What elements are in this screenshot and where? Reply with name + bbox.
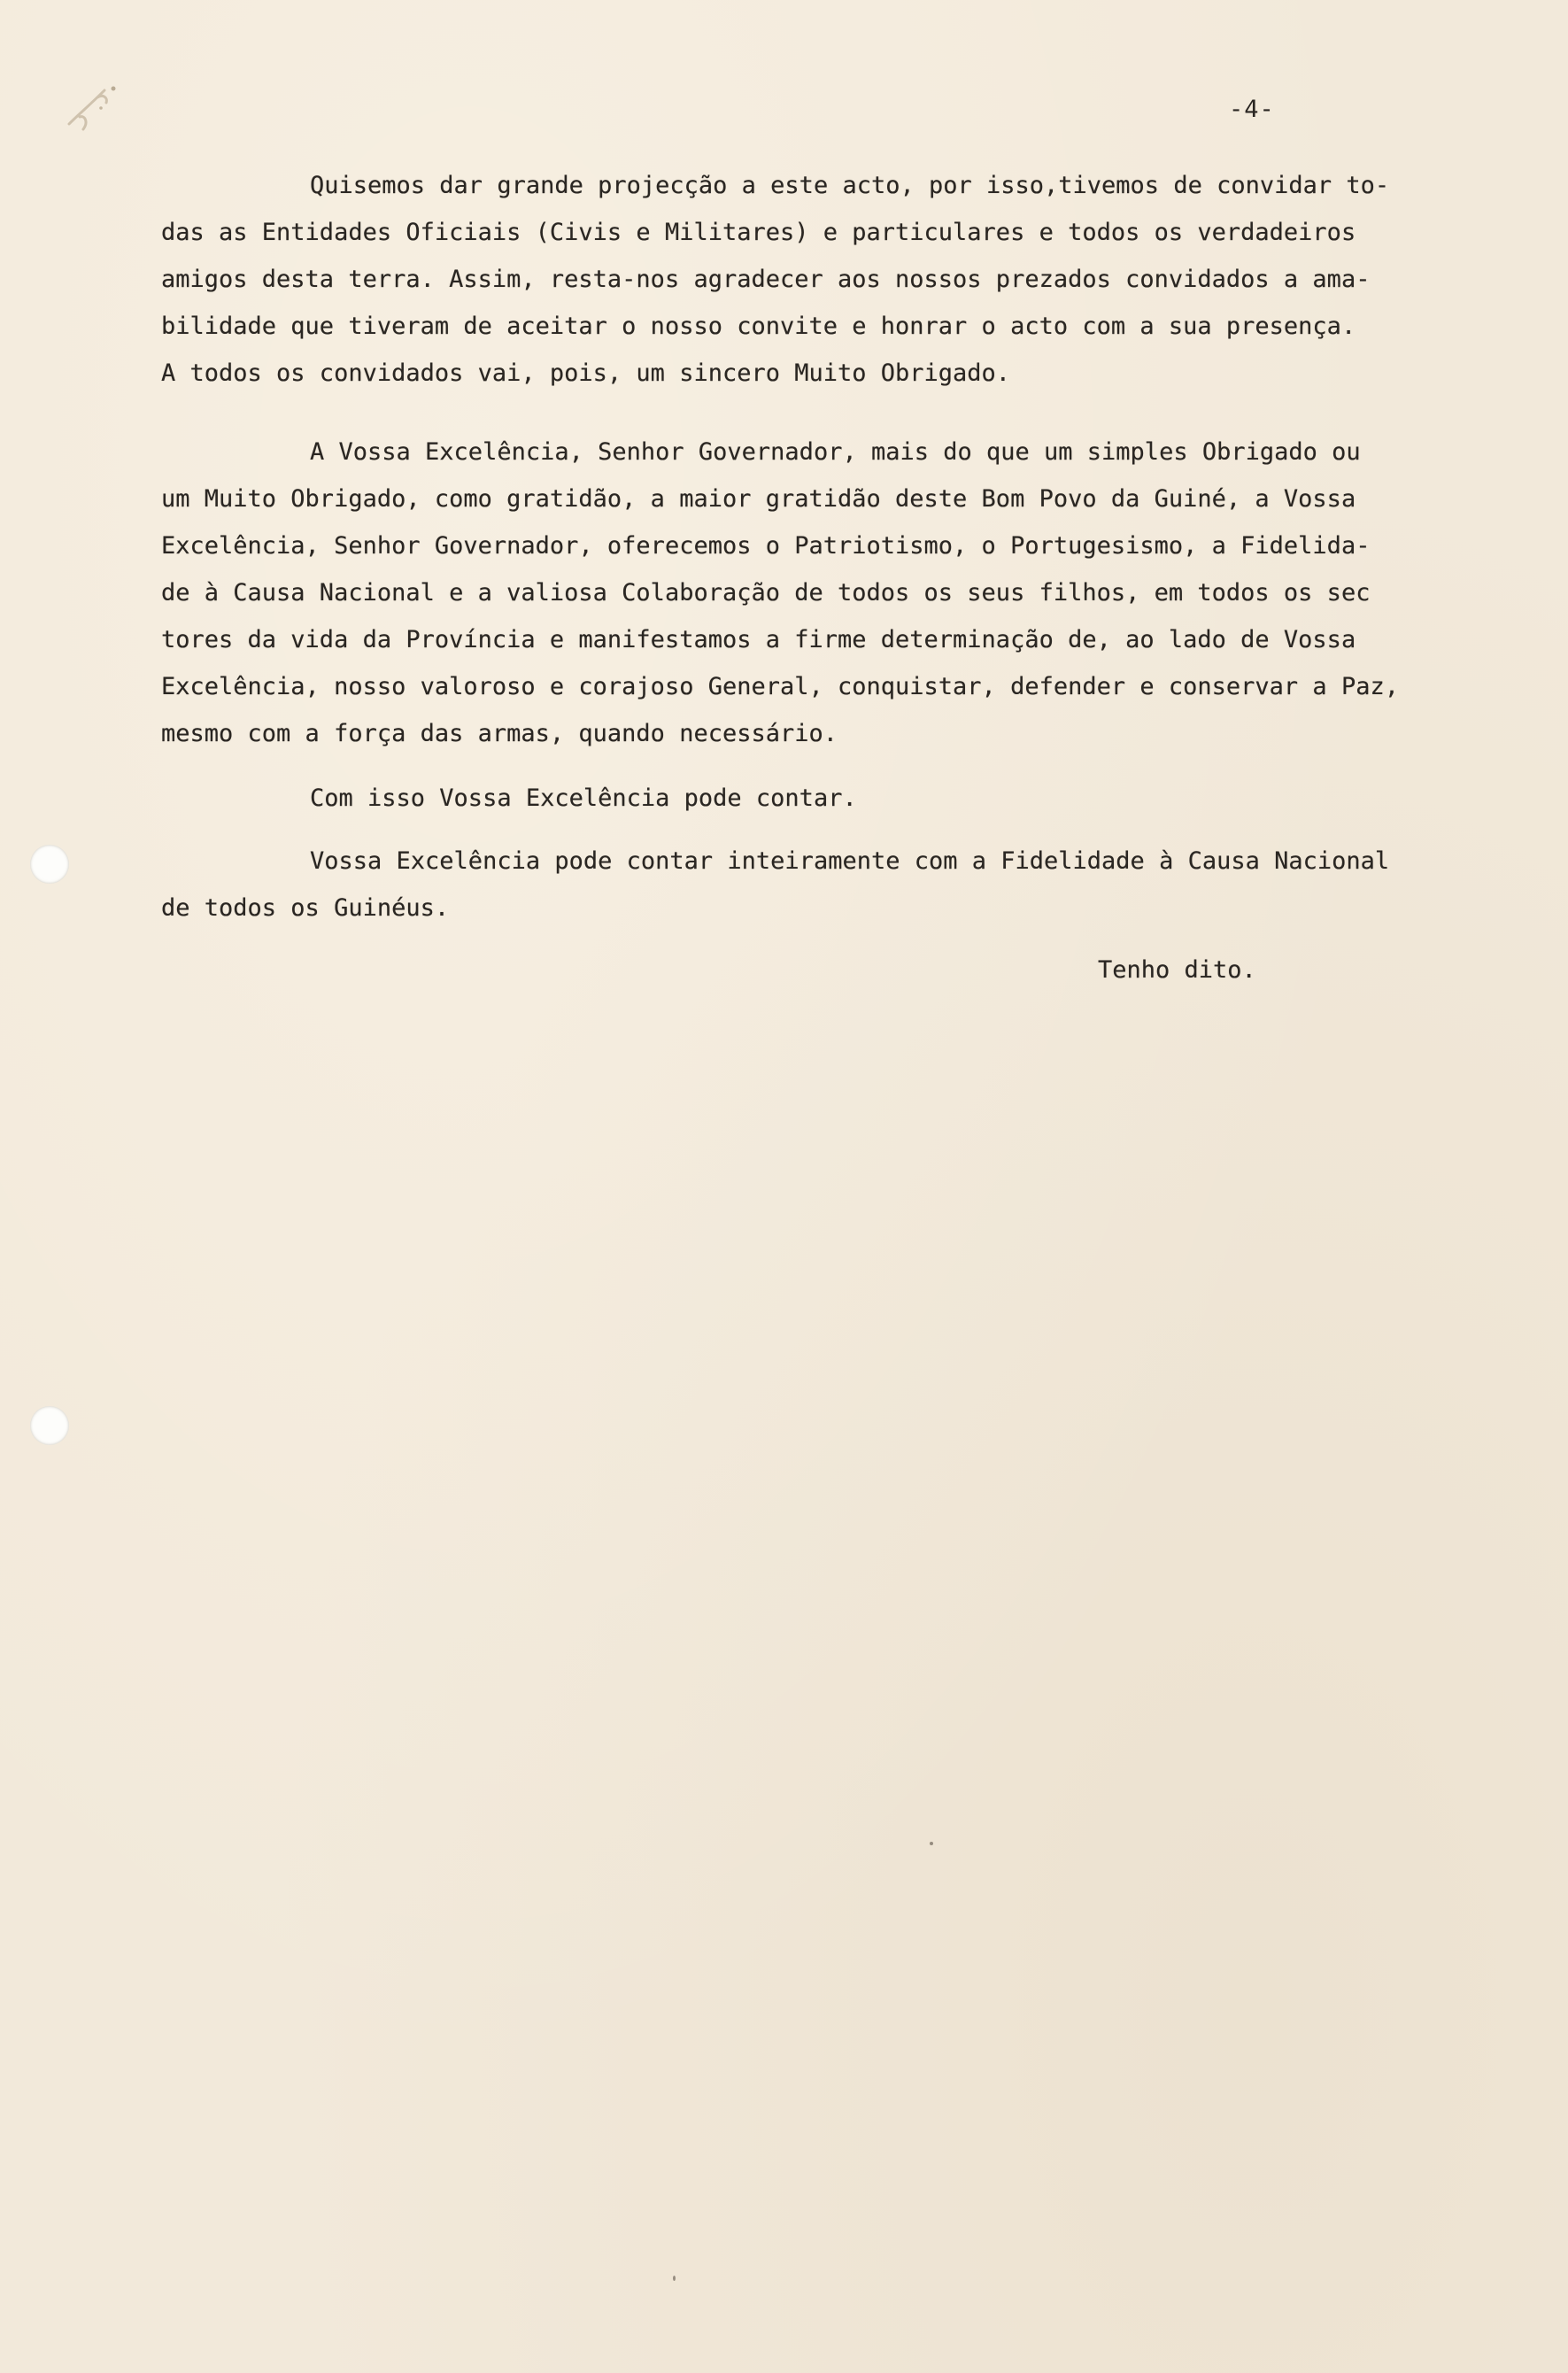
paragraph-1-line: Quisemos dar grande projecção a este acto, por isso,tivemos de convidar to- [310, 172, 1390, 199]
paragraph-1-line: amigos desta terra. Assim, resta-nos agradecer aos nossos prezados convidados a ama- [161, 266, 1371, 293]
paragraph-2-line: um Muito Obrigado, como gratidão, a maior gratidão deste Bom Povo da Guiné, a Vossa [161, 485, 1356, 513]
paragraph-4-line: de todos os Guinéus. [161, 894, 450, 922]
paragraph-2-line: tores da vida da Província e manifestamos a firme determinação de, ao lado de Vossa [161, 626, 1356, 653]
paragraph-4-line: Vossa Excelência pode contar inteiramente com a Fidelidade à Causa Nacional [310, 847, 1390, 875]
signoff: Tenho dito. [1098, 956, 1256, 984]
paragraph-1-line: das as Entidades Oficiais (Civis e Militares) e particulares e todos os verdadeiros [161, 219, 1356, 246]
paragraph-2-line: Excelência, nosso valoroso e corajoso General, conquistar, defender e conservar a Paz, [161, 673, 1399, 700]
paper-crease-mark [62, 71, 142, 151]
paragraph-1-line: A todos os convidados vai, pois, um sincero Muito Obrigado. [161, 359, 1011, 387]
paragraph-1-line: bilidade que tiveram de aceitar o nosso convite e honrar o acto com a sua presença. [161, 313, 1356, 340]
paper-speck [673, 2276, 676, 2281]
paper-speck [930, 1842, 933, 1845]
page-number: -4- [1229, 96, 1275, 123]
punch-hole-lower [30, 1406, 69, 1445]
paragraph-2-line: mesmo com a força das armas, quando necessário. [161, 720, 838, 747]
paragraph-3-line: Com isso Vossa Excelência pode contar. [310, 785, 857, 812]
paragraph-2-line: A Vossa Excelência, Senhor Governador, mais do que um simples Obrigado ou [310, 438, 1361, 466]
punch-hole-upper [30, 845, 69, 884]
paragraph-2-line: de à Causa Nacional e a valiosa Colaboração de todos os seus filhos, em todos os sec [161, 579, 1371, 607]
paragraph-2-line: Excelência, Senhor Governador, oferecemos o Patriotismo, o Portugesismo, a Fidelida- [161, 532, 1371, 560]
